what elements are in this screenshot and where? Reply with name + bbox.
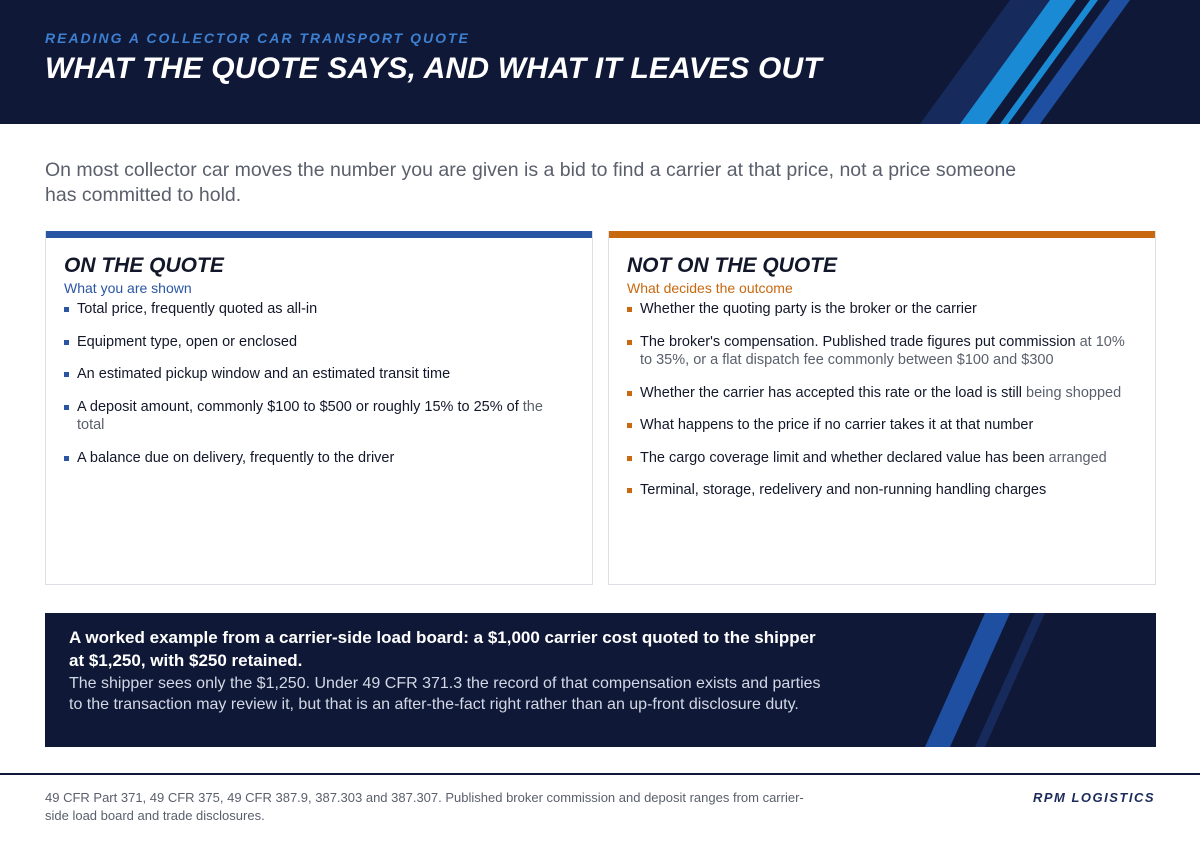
on-quote-title: ON THE QUOTE [64, 254, 224, 277]
on-quote-accent-bar [46, 231, 592, 238]
list-item: Whether the carrier has accepted this rate or the load is still being shopped [627, 384, 1127, 403]
not-on-quote-accent-bar [609, 231, 1155, 238]
footer-divider [0, 773, 1200, 775]
list-item: A deposit amount, commonly $100 to $500 or roughly 15% to 25% of the total [64, 398, 564, 435]
not-on-quote-list [627, 300, 1127, 514]
list-item: What happens to the price if no carrier takes it at that number [627, 416, 1127, 435]
header-eyebrow: READING A COLLECTOR CAR TRANSPORT QUOTE [45, 30, 470, 46]
not-on-quote-subtitle: What decides the outcome [627, 280, 793, 296]
list-item: Equipment type, open or enclosed [64, 333, 564, 352]
list-item: Whether the quoting party is the broker or the carrier [627, 300, 1127, 319]
lead-paragraph: On most collector car moves the number you are given is a bid to find a carrier at that price, not a price someone has committed to hold. [45, 159, 1017, 206]
callout-headline: A worked example from a carrier-side load board: a $1,000 carrier cost quoted to the shipper at $1,250, with $250 retained. [69, 628, 816, 670]
header-banner [0, 0, 1200, 124]
list-item: The cargo coverage limit and whether declared value has been arranged [627, 449, 1127, 468]
brand-logo-text: RPM LOGISTICS [1032, 790, 1155, 805]
on-quote-list [64, 300, 564, 481]
list-item: Total price, frequently quoted as all-in [64, 300, 564, 319]
list-item: A balance due on delivery, frequently to the driver [64, 449, 564, 468]
list-item: Terminal, storage, redelivery and non-running handling charges [627, 481, 1127, 500]
footer-sources: 49 CFR Part 371, 49 CFR 375, 49 CFR 387.9, 387.303 and 387.307. Published broker commission and deposit ranges from carrier-side load board and trade disclosures. [45, 790, 804, 823]
callout-body: The shipper sees only the $1,250. Under 49 CFR 371.3 the record of that compensation exists and parties to the transaction may review it, but that is an after-the-fact right rather than an up-front disclosure duty. [69, 675, 821, 713]
list-item: An estimated pickup window and an estimated transit time [64, 365, 564, 384]
not-on-quote-title: NOT ON THE QUOTE [627, 254, 837, 277]
list-item: The broker's compensation. Published trade figures put commission at 10% to 35%, or a flat dispatch fee commonly between $100 and $300 [627, 333, 1127, 370]
on-quote-subtitle: What you are shown [64, 280, 192, 296]
on-quote-card [45, 231, 593, 585]
header-stripes [820, 0, 1200, 124]
not-on-quote-card [608, 231, 1156, 585]
page-title: WHAT THE QUOTE SAYS, AND WHAT IT LEAVES OUT [45, 52, 822, 85]
worked-example-callout [45, 613, 1156, 747]
